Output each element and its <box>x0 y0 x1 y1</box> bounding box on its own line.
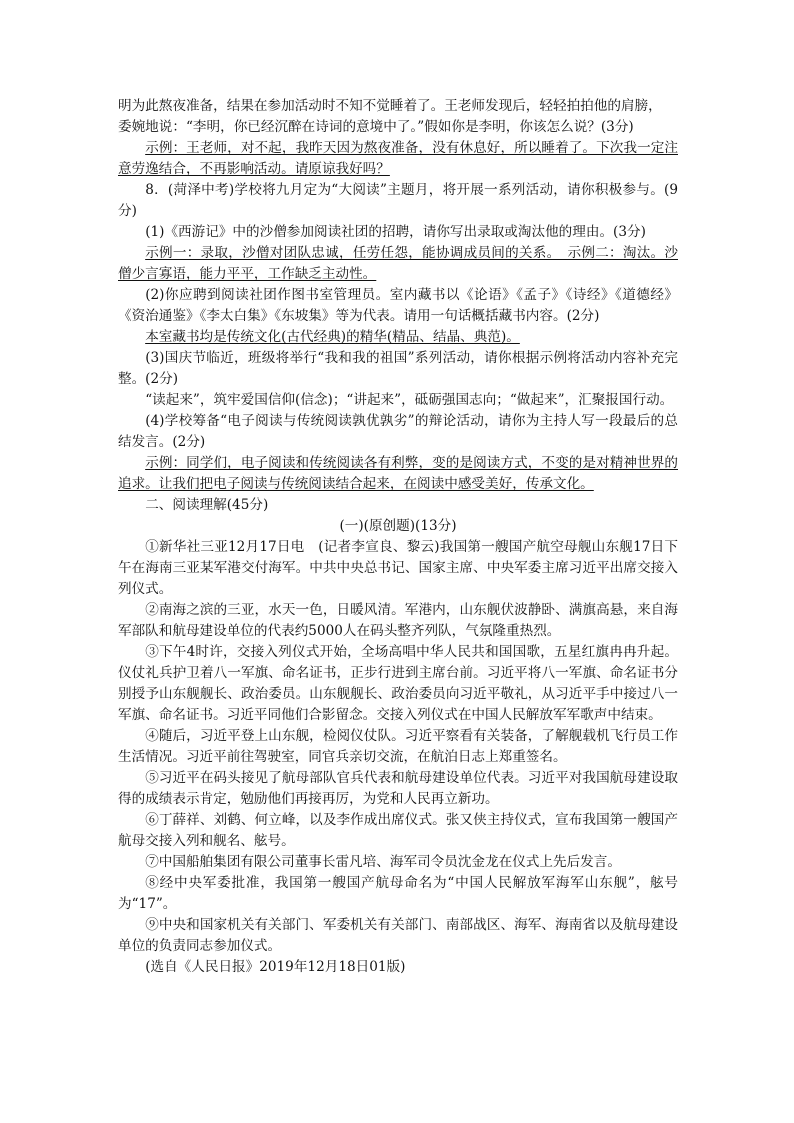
q7-answer-text: 示例：王老师，对不起，我昨天因为熬夜准备，没有休息好，所以睡着了。下次我一定注意劳逸结合，不再影响活动。请原谅我好吗？ <box>118 140 678 177</box>
q8-sub4-question: (4)学校筹备“电子阅读与传统阅读孰优孰劣”的辩论活动，请你为主持人写一段最后的总结发言。(2分) <box>118 413 678 450</box>
q8-sub2-question: (2)你应聘到阅读社团作图书室管理员。室内藏书以《论语》《孟子》《诗经》《道德经》《资治通鉴》《李太白集》《东坡集》等为代表。请用一句话概括藏书内容。(2分) <box>118 287 678 324</box>
article-para-4: ④随后，习近平登上山东舰，检阅仪仗队。习近平察看有关装备，了解舰载机飞行员工作生活情况。习近平前往驾驶室，同官兵亲切交流，在航泊日志上郑重签名。 <box>118 728 678 765</box>
article-source: (选自《人民日报》2019年12月18日01版) <box>145 959 406 975</box>
article-para-2: ②南海之滨的三亚，水天一色，日暖风清。军港内，山东舰伏波静卧、满旗高悬，来自海军部队和航母建设单位的代表约5000人在码头整齐列队，气氛隆重热烈。 <box>118 602 678 639</box>
article-para-7: ⑦中国船舶集团有限公司董事长雷凡培、海军司令员沈金龙在仪式上先后发言。 <box>145 854 621 870</box>
article-para-9: ⑨中央和国家机关有关部门、军委机关有关部门、南部战区、海军、海南省以及航母建设单位的负责同志参加仪式。 <box>118 917 678 954</box>
section-subheading: (一)(原创题)(13分) <box>339 518 457 534</box>
q8-sub1-answer <box>118 243 678 285</box>
document-page <box>118 96 678 978</box>
article-para-1: ①新华社三亚12月17日电 (记者李宣良、黎云)我国第一艘国产航空母舰山东舰17日下午在海南三亚某军港交付海军。中共中央总书记、国家主席、中央军委主席习近平出席交接入列仪式。 <box>118 539 678 597</box>
q8-sub2-answer-text: 本室藏书均是传统文化(古代经典)的精华(精品、结晶、典范)。 <box>145 329 520 345</box>
article-para-8: ⑧经中央军委批准，我国第一艘国产航母命名为“中国人民解放军海军山东舰”，舷号为“17”。 <box>118 875 678 912</box>
q7-text-line2: 委婉地说：“李明，你已经沉醉在诗词的意境中了。”假如你是李明，你该怎么说？(3分) <box>118 119 634 135</box>
q8-sub4-answer-text: 示例：同学们，电子阅读和传统阅读各有利弊，变的是阅读方式，不变的是对精神世界的追求。让我们把电子阅读与传统阅读结合起来，在阅读中感受美好，传承文化。 <box>118 455 678 492</box>
q8-sub3-answer: “读起来”，筑牢爱国信仰(信念)；“讲起来”，砥砺强国志向；“做起来”，汇聚报国行动。 <box>145 392 674 408</box>
q7-answer <box>118 138 678 180</box>
q8-sub2-answer <box>118 327 678 348</box>
article-para-3: ③下午4时许，交接入列仪式开始，全场高唱中华人民共和国国歌，五星红旗冉冉升起。仪仗礼兵护卫着八一军旗、命名证书，正步行进到主席台前。习近平将八一军旗、命名证书分别授予山东舰舰长、政治委员。山东舰舰长、政治委员向习近平敬礼，从习近平手中接过八一军旗、命名证书。习近平同他们合影留念。交接入列仪式在中国人民解放军军歌声中结束。 <box>118 644 678 723</box>
q8-sub1-answer-text: 示例一：录取，沙僧对团队忠诚，任劳任怨，能协调成员间的关系。 示例二：淘汰。沙僧少言寡语，能力平平，工作缺乏主动性。 <box>118 245 678 282</box>
q8-sub1-question: (1)《西游记》中的沙僧参加阅读社团的招聘，请你写出录取或淘汰他的理由。(3分) <box>145 224 646 240</box>
article-para-6: ⑥丁薛祥、刘鹤、何立峰，以及李作成出席仪式。张又侠主持仪式，宣布我国第一艘国产航母交接入列和舰名、舷号。 <box>118 812 678 849</box>
q8-sub4-answer <box>118 453 678 495</box>
q8-sub3-question: (3)国庆节临近，班级将举行“我和我的祖国”系列活动，请你根据示例将活动内容补充完整。(2分) <box>118 350 678 387</box>
q8-stem: 8．(菏泽中考)学校将九月定为“大阅读”主题月，将开展一系列活动，请你积极参与。(9分) <box>118 182 678 219</box>
article-para-5: ⑤习近平在码头接见了航母部队官兵代表和航母建设单位代表。习近平对我国航母建设取得的成绩表示肯定，勉励他们再接再厉，为党和人民再立新功。 <box>118 770 678 807</box>
q7-text-line1: 明为此熬夜准备，结果在参加活动时不知不觉睡着了。王老师发现后，轻轻拍拍他的肩膀， <box>118 98 662 114</box>
section-heading: 二、阅读理解(45分) <box>145 497 269 513</box>
